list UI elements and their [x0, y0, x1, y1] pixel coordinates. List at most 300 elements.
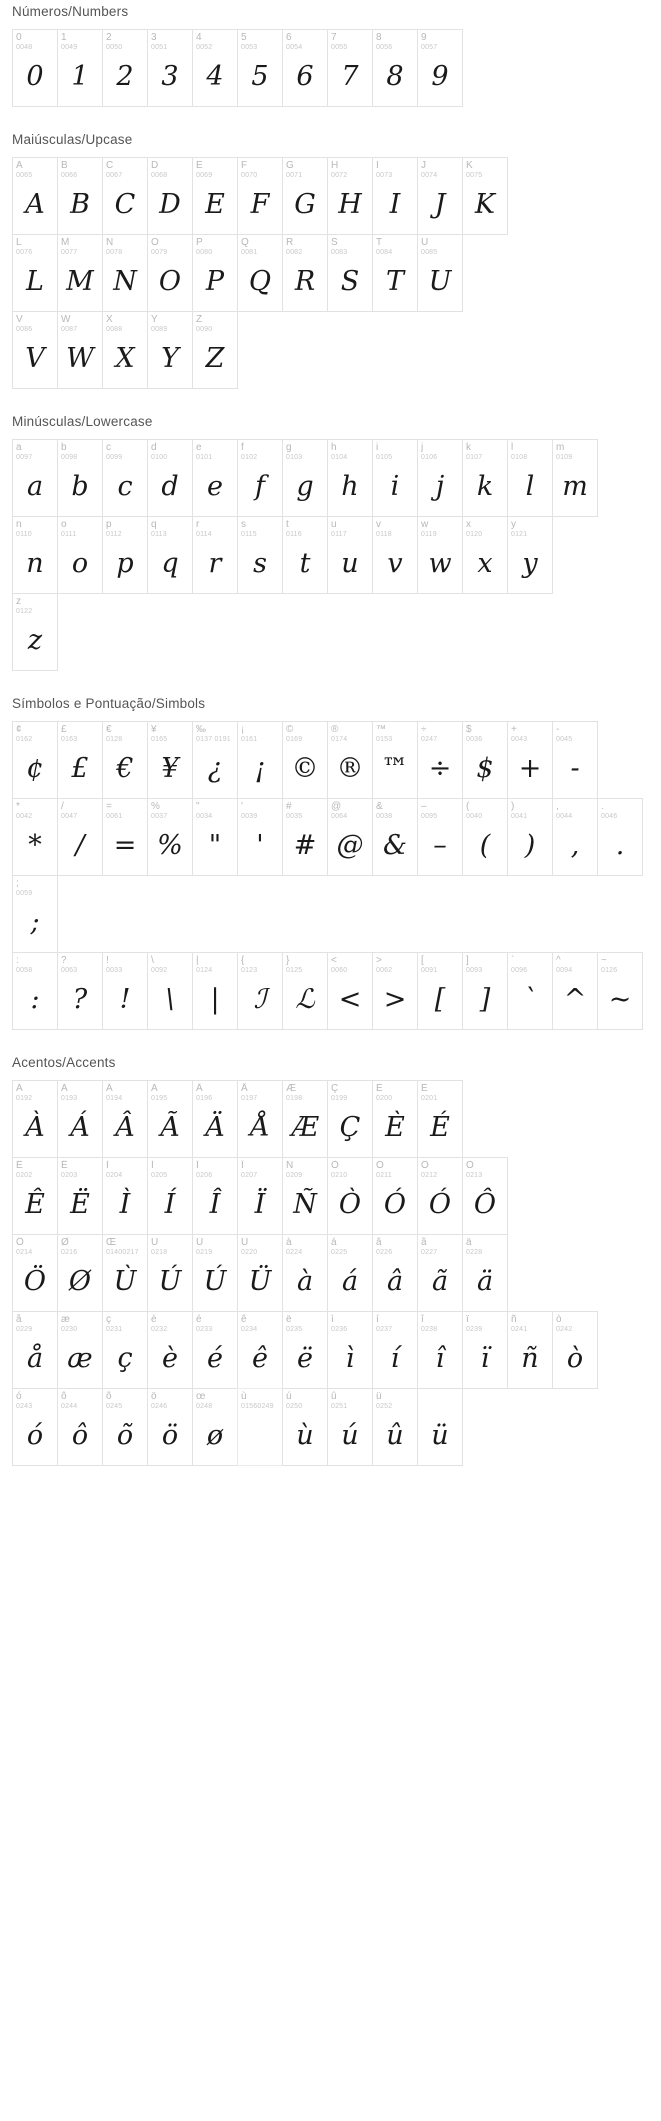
glyph-preview: p [116, 547, 134, 579]
glyph-cell[interactable] [147, 516, 193, 594]
glyph-cell[interactable] [102, 1388, 148, 1466]
glyph-cell[interactable] [417, 798, 463, 876]
glyph-code-label: 0052 [196, 44, 213, 51]
glyph-code-label: 0246 [151, 1403, 168, 1410]
glyph-preview: ÷ [428, 752, 452, 784]
glyph-cell[interactable] [327, 234, 373, 312]
glyph-code-label: 0066 [61, 172, 78, 179]
glyph-character-label: Ù [151, 1237, 159, 1248]
glyph-cell[interactable] [507, 721, 553, 799]
glyph-code-label [421, 1402, 459, 1411]
glyph-cell[interactable] [102, 1311, 148, 1389]
glyph-preview: B [70, 188, 90, 220]
glyph-meta [553, 953, 597, 975]
glyph-cell[interactable] [57, 1388, 103, 1466]
glyph-meta [103, 30, 147, 52]
glyph-code-label: 0198 [286, 1095, 303, 1102]
glyph-cell[interactable] [12, 798, 58, 876]
glyph-meta [103, 158, 147, 180]
glyph-meta [193, 235, 237, 257]
glyph-cell[interactable] [57, 1234, 103, 1312]
glyph-cell[interactable] [462, 157, 508, 235]
section-spacer [0, 1029, 661, 1055]
glyph-preview: P [205, 265, 225, 297]
glyph-preview: û [386, 1419, 404, 1451]
glyph-code-label: 0199 [331, 1095, 348, 1102]
glyph-meta [283, 799, 327, 821]
glyph-cell[interactable] [192, 157, 238, 235]
glyph-meta [328, 517, 372, 539]
glyph-meta [13, 440, 57, 462]
glyph-cell[interactable] [192, 798, 238, 876]
glyph-cell[interactable] [372, 157, 418, 235]
glyph-cell[interactable] [417, 1234, 463, 1312]
glyph-cell[interactable] [12, 29, 58, 107]
glyph-cell[interactable] [507, 516, 553, 594]
glyph-character-label: K [466, 160, 473, 171]
glyph-preview: Å [250, 1111, 270, 1143]
glyph-cell[interactable] [417, 1311, 463, 1389]
glyph-character-label: l [511, 442, 514, 453]
glyph-code-label: 0062 [376, 967, 393, 974]
glyph-cell[interactable] [282, 439, 328, 517]
glyph-cell[interactable] [282, 29, 328, 107]
glyph-cell[interactable] [147, 1080, 193, 1158]
glyph-cell[interactable] [12, 439, 58, 517]
glyph-meta [238, 722, 282, 744]
glyph-cell[interactable] [12, 1388, 58, 1466]
glyph-cell[interactable] [12, 721, 58, 799]
glyph-code-label: 0047 [61, 813, 78, 820]
glyph-character-label: € [106, 724, 112, 735]
glyph-cell[interactable] [282, 1234, 328, 1312]
glyph-cell[interactable] [192, 952, 238, 1030]
glyph-preview: ~ [608, 983, 632, 1015]
glyph-cell[interactable] [12, 157, 58, 235]
glyph-cell[interactable] [237, 721, 283, 799]
glyph-cell[interactable] [147, 234, 193, 312]
glyph-preview: ™ [381, 752, 409, 784]
glyph-character-label: ì [331, 1314, 334, 1325]
glyph-preview: Ï [254, 1188, 266, 1220]
glyph-preview: U [428, 265, 452, 297]
glyph-cell[interactable] [327, 1157, 373, 1235]
glyph-cell[interactable] [282, 721, 328, 799]
glyph-meta [598, 799, 642, 821]
glyph-cell[interactable] [282, 516, 328, 594]
glyph-cell[interactable] [372, 721, 418, 799]
glyph-cell[interactable] [282, 798, 328, 876]
glyph-code-label: 0063 [61, 967, 78, 974]
glyph-cell[interactable] [327, 1080, 373, 1158]
glyph-cell[interactable] [102, 439, 148, 517]
glyph-preview: . [615, 829, 625, 861]
glyph-cell[interactable] [147, 1234, 193, 1312]
glyph-cell[interactable] [237, 234, 283, 312]
glyph-code-label: 0244 [61, 1403, 78, 1410]
glyph-cell[interactable] [372, 1388, 418, 1466]
glyph-cell[interactable] [192, 234, 238, 312]
glyph-code-label: 0209 [286, 1172, 303, 1179]
glyph-code-label: 0229 [16, 1326, 33, 1333]
glyph-cell[interactable] [507, 1311, 553, 1389]
glyph-cell[interactable] [282, 952, 328, 1030]
glyph-character-label: [ [421, 955, 424, 966]
glyph-character-label: = [106, 801, 112, 812]
glyph-preview: [ [434, 983, 446, 1015]
glyph-meta [103, 312, 147, 334]
glyph-cell[interactable] [417, 952, 463, 1030]
glyph-preview: ℒ [295, 983, 315, 1015]
glyph-cell[interactable] [282, 1311, 328, 1389]
glyph-cell[interactable] [552, 1311, 598, 1389]
glyph-cell[interactable] [327, 1311, 373, 1389]
glyph-cell[interactable] [327, 29, 373, 107]
glyph-code-label: 0234 [241, 1326, 258, 1333]
glyph-meta [148, 30, 192, 52]
glyph-cell[interactable] [462, 516, 508, 594]
glyph-character-label: W [61, 314, 71, 325]
glyph-code-label: 0226 [376, 1249, 393, 1256]
glyph-code-label: 0082 [286, 249, 303, 256]
glyph-cell[interactable] [417, 1157, 463, 1235]
glyph-cell[interactable] [237, 1388, 283, 1466]
glyph-character-label: D [151, 160, 159, 171]
glyph-character-label: Å [241, 1083, 248, 1094]
glyph-cell[interactable] [147, 29, 193, 107]
glyph-character-label: N [106, 237, 114, 248]
glyph-code-label: 0080 [196, 249, 213, 256]
glyph-row [0, 311, 661, 388]
glyph-cell[interactable] [57, 952, 103, 1030]
glyph-cell[interactable] [237, 157, 283, 235]
glyph-character-label: ã [421, 1237, 427, 1248]
glyph-cell[interactable] [192, 1234, 238, 1312]
glyph-cell[interactable] [57, 157, 103, 235]
glyph-cell[interactable] [417, 29, 463, 107]
glyph-cell[interactable] [237, 1234, 283, 1312]
glyph-cell[interactable] [192, 1157, 238, 1235]
glyph-cell[interactable] [237, 1157, 283, 1235]
glyph-cell[interactable] [102, 721, 148, 799]
glyph-character-label: # [286, 801, 292, 812]
glyph-cell[interactable] [282, 234, 328, 312]
glyph-meta [103, 235, 147, 257]
glyph-cell[interactable] [417, 157, 463, 235]
glyph-cell[interactable] [102, 311, 148, 389]
glyph-cell[interactable] [372, 1234, 418, 1312]
glyph-code-label: 0104 [331, 454, 348, 461]
glyph-meta [418, 1235, 462, 1257]
glyph-preview: Î [209, 1188, 221, 1220]
glyph-cell[interactable] [372, 1080, 418, 1158]
glyph-cell[interactable] [192, 311, 238, 389]
glyph-preview: - [570, 752, 580, 784]
glyph-cell[interactable] [552, 798, 598, 876]
glyph-character-label: É [421, 1083, 428, 1094]
glyph-preview: W [66, 342, 94, 374]
glyph-cell[interactable] [417, 234, 463, 312]
glyph-cell[interactable] [192, 1388, 238, 1466]
glyph-cell[interactable] [237, 1311, 283, 1389]
glyph-cell[interactable] [327, 157, 373, 235]
glyph-cell[interactable] [417, 1080, 463, 1158]
glyph-code-label: 0214 [16, 1249, 33, 1256]
glyph-cell[interactable] [417, 516, 463, 594]
glyph-code-label: 0245 [106, 1403, 123, 1410]
glyph-cell[interactable] [192, 439, 238, 517]
glyph-preview: F [250, 188, 270, 220]
glyph-cell[interactable] [372, 29, 418, 107]
glyph-preview: K [474, 188, 496, 220]
glyph-cell[interactable] [192, 1311, 238, 1389]
glyph-meta [463, 1312, 507, 1334]
glyph-character-label: ) [511, 801, 515, 812]
glyph-character-label: È [376, 1083, 383, 1094]
glyph-cell[interactable] [102, 1234, 148, 1312]
glyph-preview: l [525, 470, 535, 502]
glyph-preview: i [390, 470, 400, 502]
glyph-code-label: 0089 [151, 326, 168, 333]
glyph-meta [103, 799, 147, 821]
glyph-cell[interactable] [327, 1388, 373, 1466]
glyph-cell[interactable] [102, 1157, 148, 1235]
glyph-character-label: | [196, 955, 199, 966]
glyph-cell[interactable] [12, 875, 58, 953]
glyph-preview: d [161, 470, 179, 502]
glyph-cell[interactable] [282, 157, 328, 235]
glyph-preview: = [113, 829, 137, 861]
glyph-cell[interactable] [282, 1157, 328, 1235]
section-spacer [0, 670, 661, 696]
glyph-cell[interactable] [147, 798, 193, 876]
glyph-meta [463, 517, 507, 539]
glyph-character-label: m [556, 442, 565, 453]
glyph-cell[interactable] [462, 952, 508, 1030]
glyph-character-label: à [286, 1237, 292, 1248]
glyph-preview: b [71, 470, 89, 502]
glyph-cell[interactable] [192, 721, 238, 799]
glyph-cell[interactable] [417, 721, 463, 799]
glyph-cell[interactable] [327, 721, 373, 799]
glyph-code-label: 0057 [421, 44, 438, 51]
glyph-meta [328, 30, 372, 52]
glyph-code-label: 0210 [331, 1172, 348, 1179]
glyph-code-label: 0072 [331, 172, 348, 179]
glyph-cell[interactable] [147, 1311, 193, 1389]
glyph-row [0, 1311, 661, 1388]
glyph-preview: ö [161, 1419, 179, 1451]
glyph-cell[interactable] [12, 1234, 58, 1312]
glyph-cell[interactable] [462, 1157, 508, 1235]
glyph-preview: 3 [161, 60, 179, 92]
glyph-cell[interactable] [282, 1388, 328, 1466]
glyph-meta [373, 440, 417, 462]
glyph-character-label: Ê [16, 1160, 23, 1171]
glyph-preview: n [26, 547, 44, 579]
glyph-meta [238, 1389, 282, 1411]
glyph-cell[interactable] [57, 29, 103, 107]
glyph-code-label: 0033 [106, 967, 123, 974]
glyph-cell[interactable] [57, 516, 103, 594]
glyph-code-label: 0119 [421, 531, 437, 538]
glyph-meta [238, 1312, 282, 1334]
glyph-cell[interactable] [372, 952, 418, 1030]
glyph-cell[interactable] [462, 721, 508, 799]
glyph-character-label: M [61, 237, 70, 248]
glyph-cell[interactable] [372, 234, 418, 312]
glyph-preview: ô [71, 1419, 89, 1451]
glyph-meta [418, 158, 462, 180]
glyph-cell[interactable] [462, 798, 508, 876]
glyph-cell[interactable] [237, 29, 283, 107]
glyph-cell[interactable] [237, 1080, 283, 1158]
glyph-meta [373, 1081, 417, 1103]
glyph-cell[interactable] [507, 952, 553, 1030]
glyph-cell[interactable] [282, 1080, 328, 1158]
glyph-meta [148, 1081, 192, 1103]
glyph-cell[interactable] [57, 439, 103, 517]
glyph-character-label: " [196, 801, 200, 812]
glyph-preview: ¿ [207, 752, 223, 784]
glyph-cell[interactable] [462, 439, 508, 517]
glyph-meta [193, 1312, 237, 1334]
glyph-cell[interactable] [102, 1080, 148, 1158]
glyph-cell[interactable] [57, 1080, 103, 1158]
glyph-cell[interactable] [327, 516, 373, 594]
glyph-meta [13, 876, 57, 898]
glyph-cell[interactable] [12, 952, 58, 1030]
glyph-preview: c [117, 470, 133, 502]
glyph-cell[interactable] [327, 1234, 373, 1312]
glyph-cell[interactable] [237, 952, 283, 1030]
glyph-code-label: 0252 [376, 1403, 393, 1410]
glyph-preview: ¥ [161, 752, 179, 784]
glyph-meta [373, 1389, 417, 1411]
glyph-cell[interactable] [102, 234, 148, 312]
glyph-cell[interactable] [372, 1311, 418, 1389]
glyph-cell[interactable] [102, 157, 148, 235]
glyph-code-label: 0102 [241, 454, 258, 461]
glyph-cell[interactable] [552, 721, 598, 799]
glyph-meta [373, 799, 417, 821]
glyph-cell[interactable] [147, 952, 193, 1030]
glyph-cell[interactable] [552, 439, 598, 517]
glyph-meta [463, 158, 507, 180]
glyph-character-label: ] [466, 955, 469, 966]
glyph-character-label: ä [466, 1237, 472, 1248]
glyph-cell[interactable] [12, 234, 58, 312]
glyph-preview: 5 [251, 60, 269, 92]
glyph-code-label: 0099 [106, 454, 123, 461]
glyph-preview: ì [345, 1342, 355, 1374]
glyph-preview: j [435, 470, 445, 502]
glyph-cell[interactable] [237, 516, 283, 594]
glyph-character-label: s [241, 519, 246, 530]
glyph-character-label: Ë [61, 1160, 68, 1171]
glyph-cell[interactable] [147, 439, 193, 517]
glyph-cell[interactable] [372, 516, 418, 594]
glyph-preview: Ú [203, 1265, 227, 1297]
glyph-cell[interactable] [147, 1388, 193, 1466]
glyph-cell[interactable] [372, 1157, 418, 1235]
glyph-cell[interactable] [462, 1311, 508, 1389]
glyph-cell[interactable] [147, 721, 193, 799]
glyph-cell[interactable] [327, 798, 373, 876]
glyph-cell[interactable] [57, 798, 103, 876]
glyph-cell[interactable] [597, 798, 643, 876]
glyph-code-label: 0192 [16, 1095, 33, 1102]
glyph-cell[interactable] [57, 1311, 103, 1389]
glyph-meta [418, 799, 462, 821]
glyph-meta [103, 1312, 147, 1334]
glyph-cell[interactable] [417, 1388, 463, 1466]
glyph-cell[interactable] [102, 952, 148, 1030]
glyph-cell[interactable] [102, 798, 148, 876]
glyph-cell[interactable] [12, 1157, 58, 1235]
glyph-cell[interactable] [12, 593, 58, 671]
glyph-cell[interactable] [372, 439, 418, 517]
glyph-cell[interactable] [507, 439, 553, 517]
glyph-cell[interactable] [597, 952, 643, 1030]
glyph-cell[interactable] [147, 157, 193, 235]
glyph-character-label: \ [151, 955, 154, 966]
glyph-cell[interactable] [57, 234, 103, 312]
glyph-cell[interactable] [507, 798, 553, 876]
glyph-character-label: â [376, 1237, 382, 1248]
glyph-meta [418, 235, 462, 257]
glyph-cell[interactable] [192, 516, 238, 594]
glyph-section [0, 1055, 661, 1491]
glyph-character-label: ê [241, 1314, 247, 1325]
glyph-cell[interactable] [12, 311, 58, 389]
glyph-cell[interactable] [192, 1080, 238, 1158]
glyph-cell[interactable] [237, 439, 283, 517]
glyph-meta [58, 312, 102, 334]
glyph-cell[interactable] [147, 311, 193, 389]
glyph-cell[interactable] [57, 1157, 103, 1235]
glyph-cell[interactable] [327, 439, 373, 517]
glyph-preview: 2 [116, 60, 134, 92]
glyph-cell[interactable] [417, 439, 463, 517]
glyph-character-label: õ [106, 1391, 112, 1402]
glyph-preview: Á [70, 1111, 90, 1143]
glyph-code-label: 0039 [241, 813, 258, 820]
glyph-cell[interactable] [327, 952, 373, 1030]
glyph-meta [328, 235, 372, 257]
glyph-meta [193, 440, 237, 462]
glyph-meta [418, 1389, 462, 1411]
glyph-cell[interactable] [192, 29, 238, 107]
glyph-cell[interactable] [552, 952, 598, 1030]
glyph-cell[interactable] [102, 29, 148, 107]
glyph-cell[interactable] [12, 1080, 58, 1158]
glyph-cell[interactable] [462, 1234, 508, 1312]
glyph-cell[interactable] [57, 311, 103, 389]
glyph-cell[interactable] [102, 516, 148, 594]
glyph-cell[interactable] [237, 798, 283, 876]
glyph-cell[interactable] [372, 798, 418, 876]
glyph-cell[interactable] [57, 721, 103, 799]
glyph-character-label: S [331, 237, 338, 248]
glyph-cell[interactable] [12, 516, 58, 594]
glyph-cell[interactable] [12, 1311, 58, 1389]
glyph-character-label: ' [241, 801, 243, 812]
glyph-cell[interactable] [147, 1157, 193, 1235]
glyph-character-label: Ú [196, 1237, 204, 1248]
glyph-meta [58, 722, 102, 744]
glyph-code-label: 0050 [106, 44, 123, 51]
